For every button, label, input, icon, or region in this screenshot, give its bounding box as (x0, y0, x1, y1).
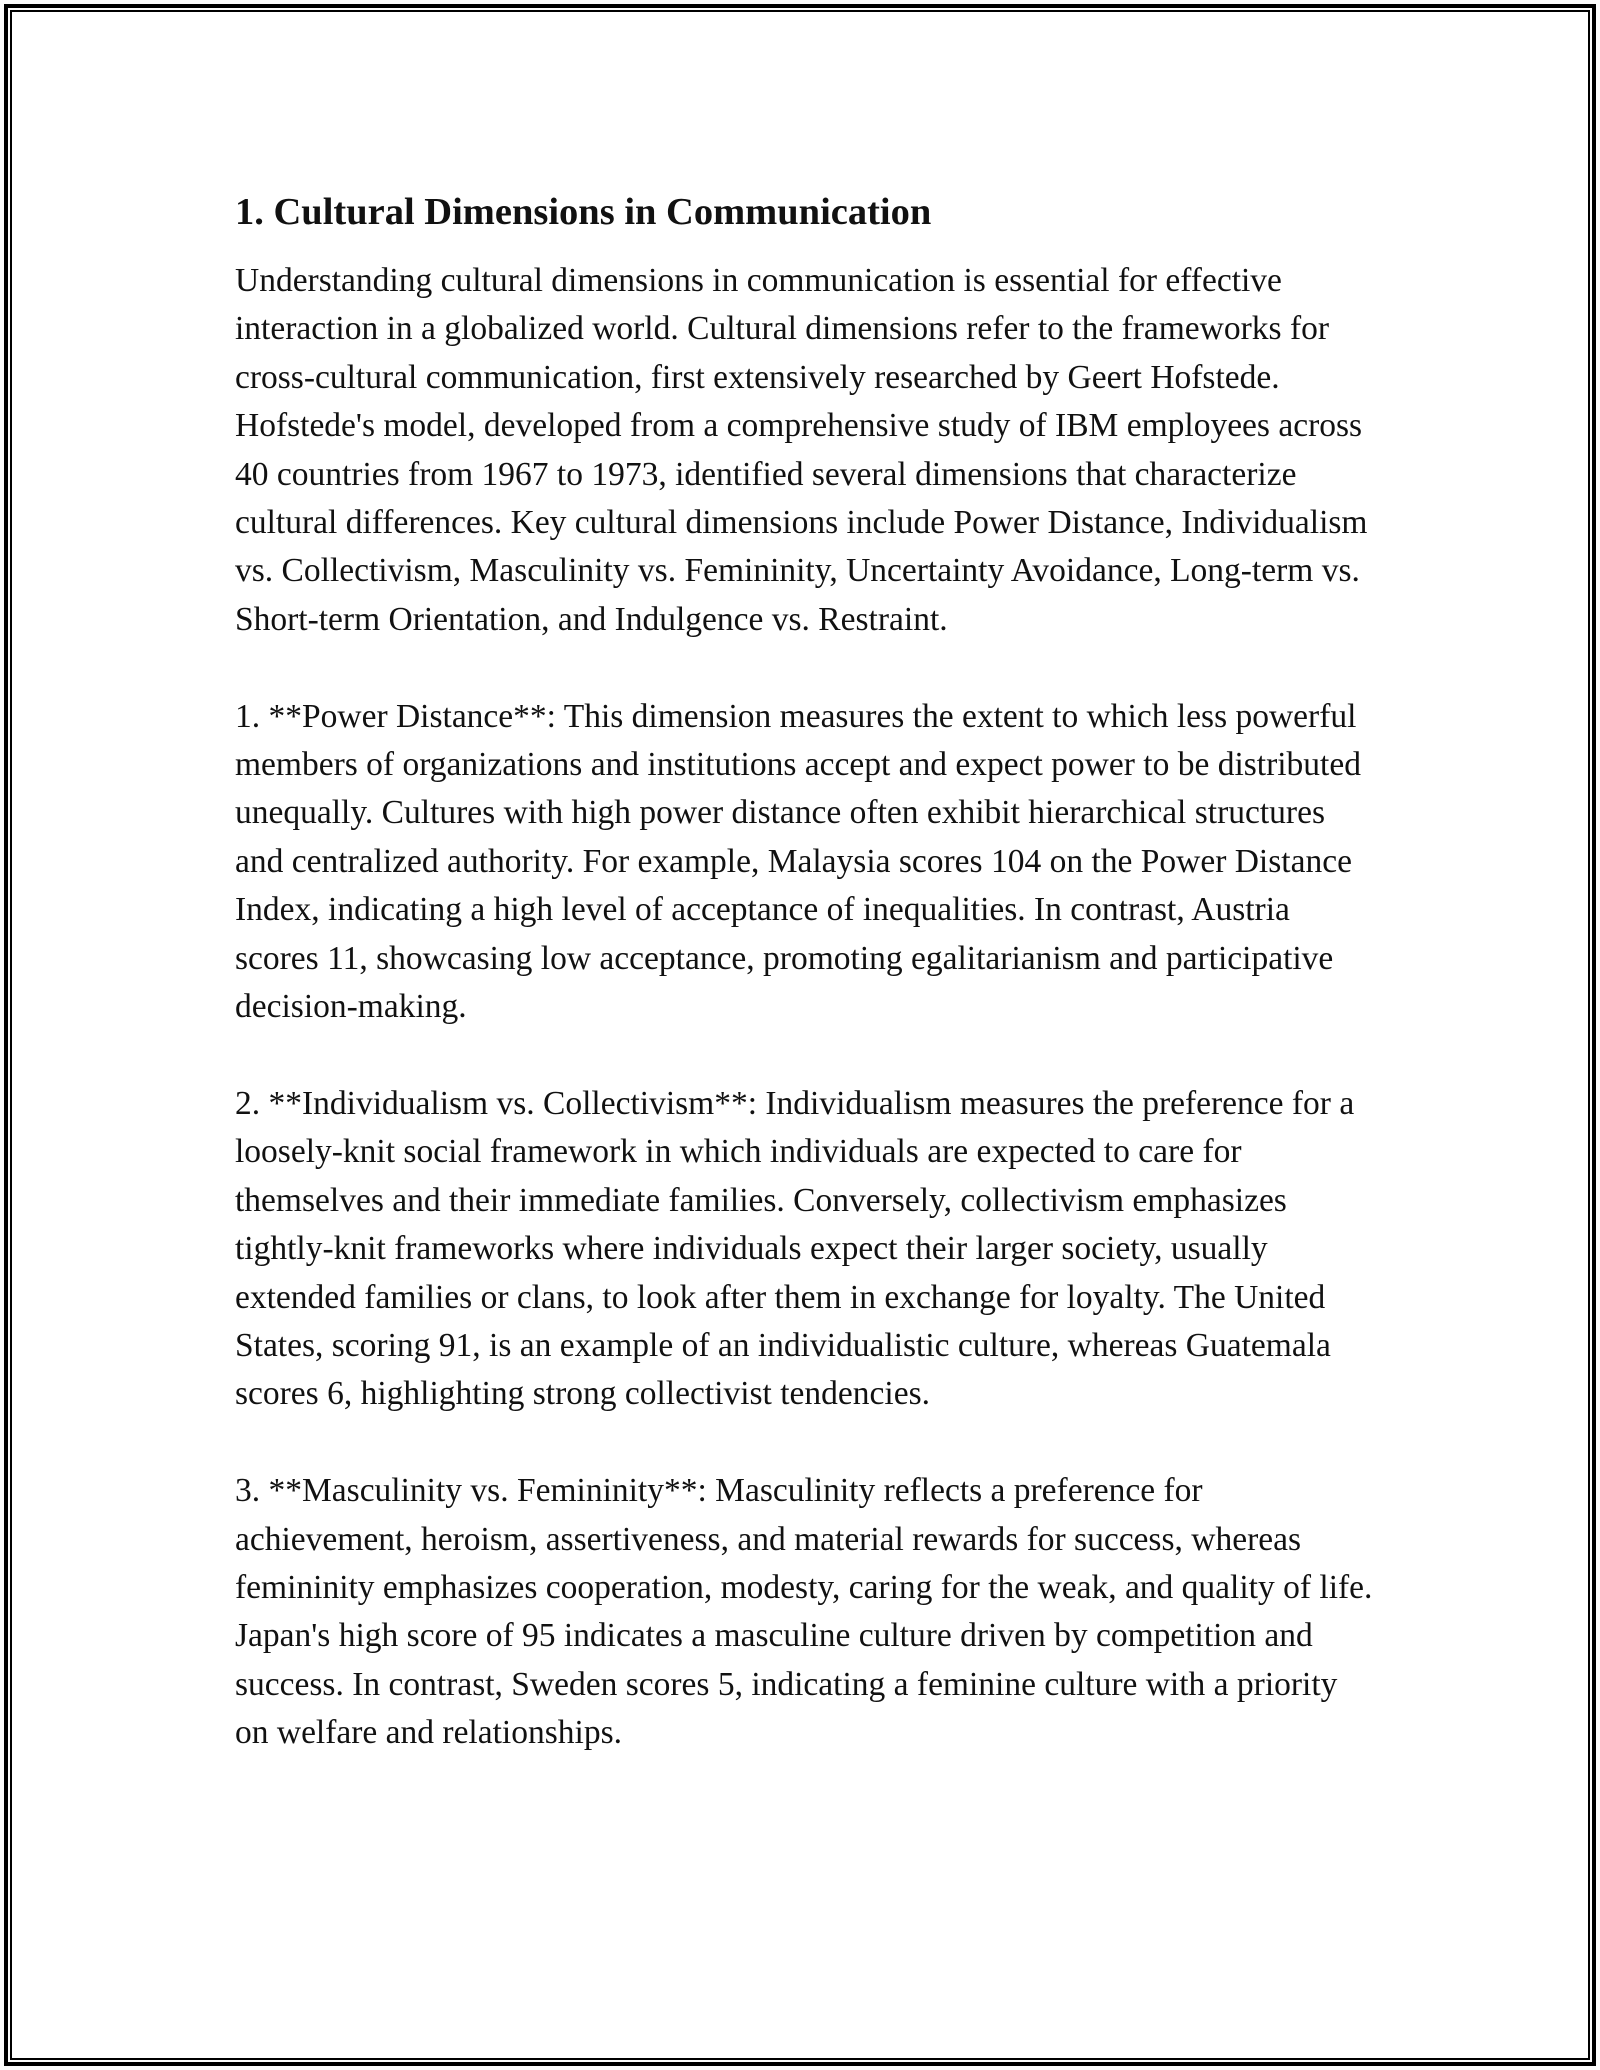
power-distance-paragraph: 1. **Power Distance**: This dimension measures the extent to which less powerful members of organizations and institutions accept and expect power to be distributed unequally. Cultures with high power distance often exhibit hierarchical structures and centralized authority. For example, Malaysia scores 104 on the Power Distance Index, indicating a high level of acceptance of inequalities. In contrast, Austria scores 11, showcasing low acceptance, promoting egalitarianism and participative decision-making. (235, 697, 1361, 1026)
section-heading: 1. Cultural Dimensions in Communication (235, 191, 932, 233)
masculinity-paragraph: 3. **Masculinity vs. Femininity**: Masculinity reflects a preference for achievement, heroism, assertiveness, and material rewards for success, whereas femininity emphasizes cooperation, modesty, caring for the weak, and quality of life. Japan's high score of 95 indicates a masculine culture driven by competition and success. In contrast, Sweden scores 5, indicating a feminine culture with a priority on welfare and relationships. (235, 1472, 1373, 1752)
document-body (235, 188, 1375, 1758)
intro-paragraph: Understanding cultural dimensions in communication is essential for effective interaction in a globalized world. Cultural dimensions refer to the frameworks for cross-cultural communication, first extensively researched by Geert Hofstede. Hofstede's model, developed from a comprehensive study of IBM employees across 40 countries from 1967 to 1973, identified several dimensions that characterize cultural differences. Key cultural dimensions include Power Distance, Individualism vs. Collectivism, Masculinity vs. Femininity, Uncertainty Avoidance, Long-term vs. Short-term Orientation, and Indulgence vs. Restraint. (235, 262, 1368, 638)
individualism-paragraph: 2. **Individualism vs. Collectivism**: Individualism measures the preference for a loosely-knit social framework in which individuals are expected to care for themselves and their immediate families. Conversely, collectivism emphasizes tightly-knit frameworks where individuals expect their larger society, usually extended families or clans, to look after them in exchange for loyalty. The United States, scoring 91, is an example of an individualistic culture, whereas Guatemala scores 6, highlighting strong collectivist tendencies. (235, 1084, 1355, 1413)
